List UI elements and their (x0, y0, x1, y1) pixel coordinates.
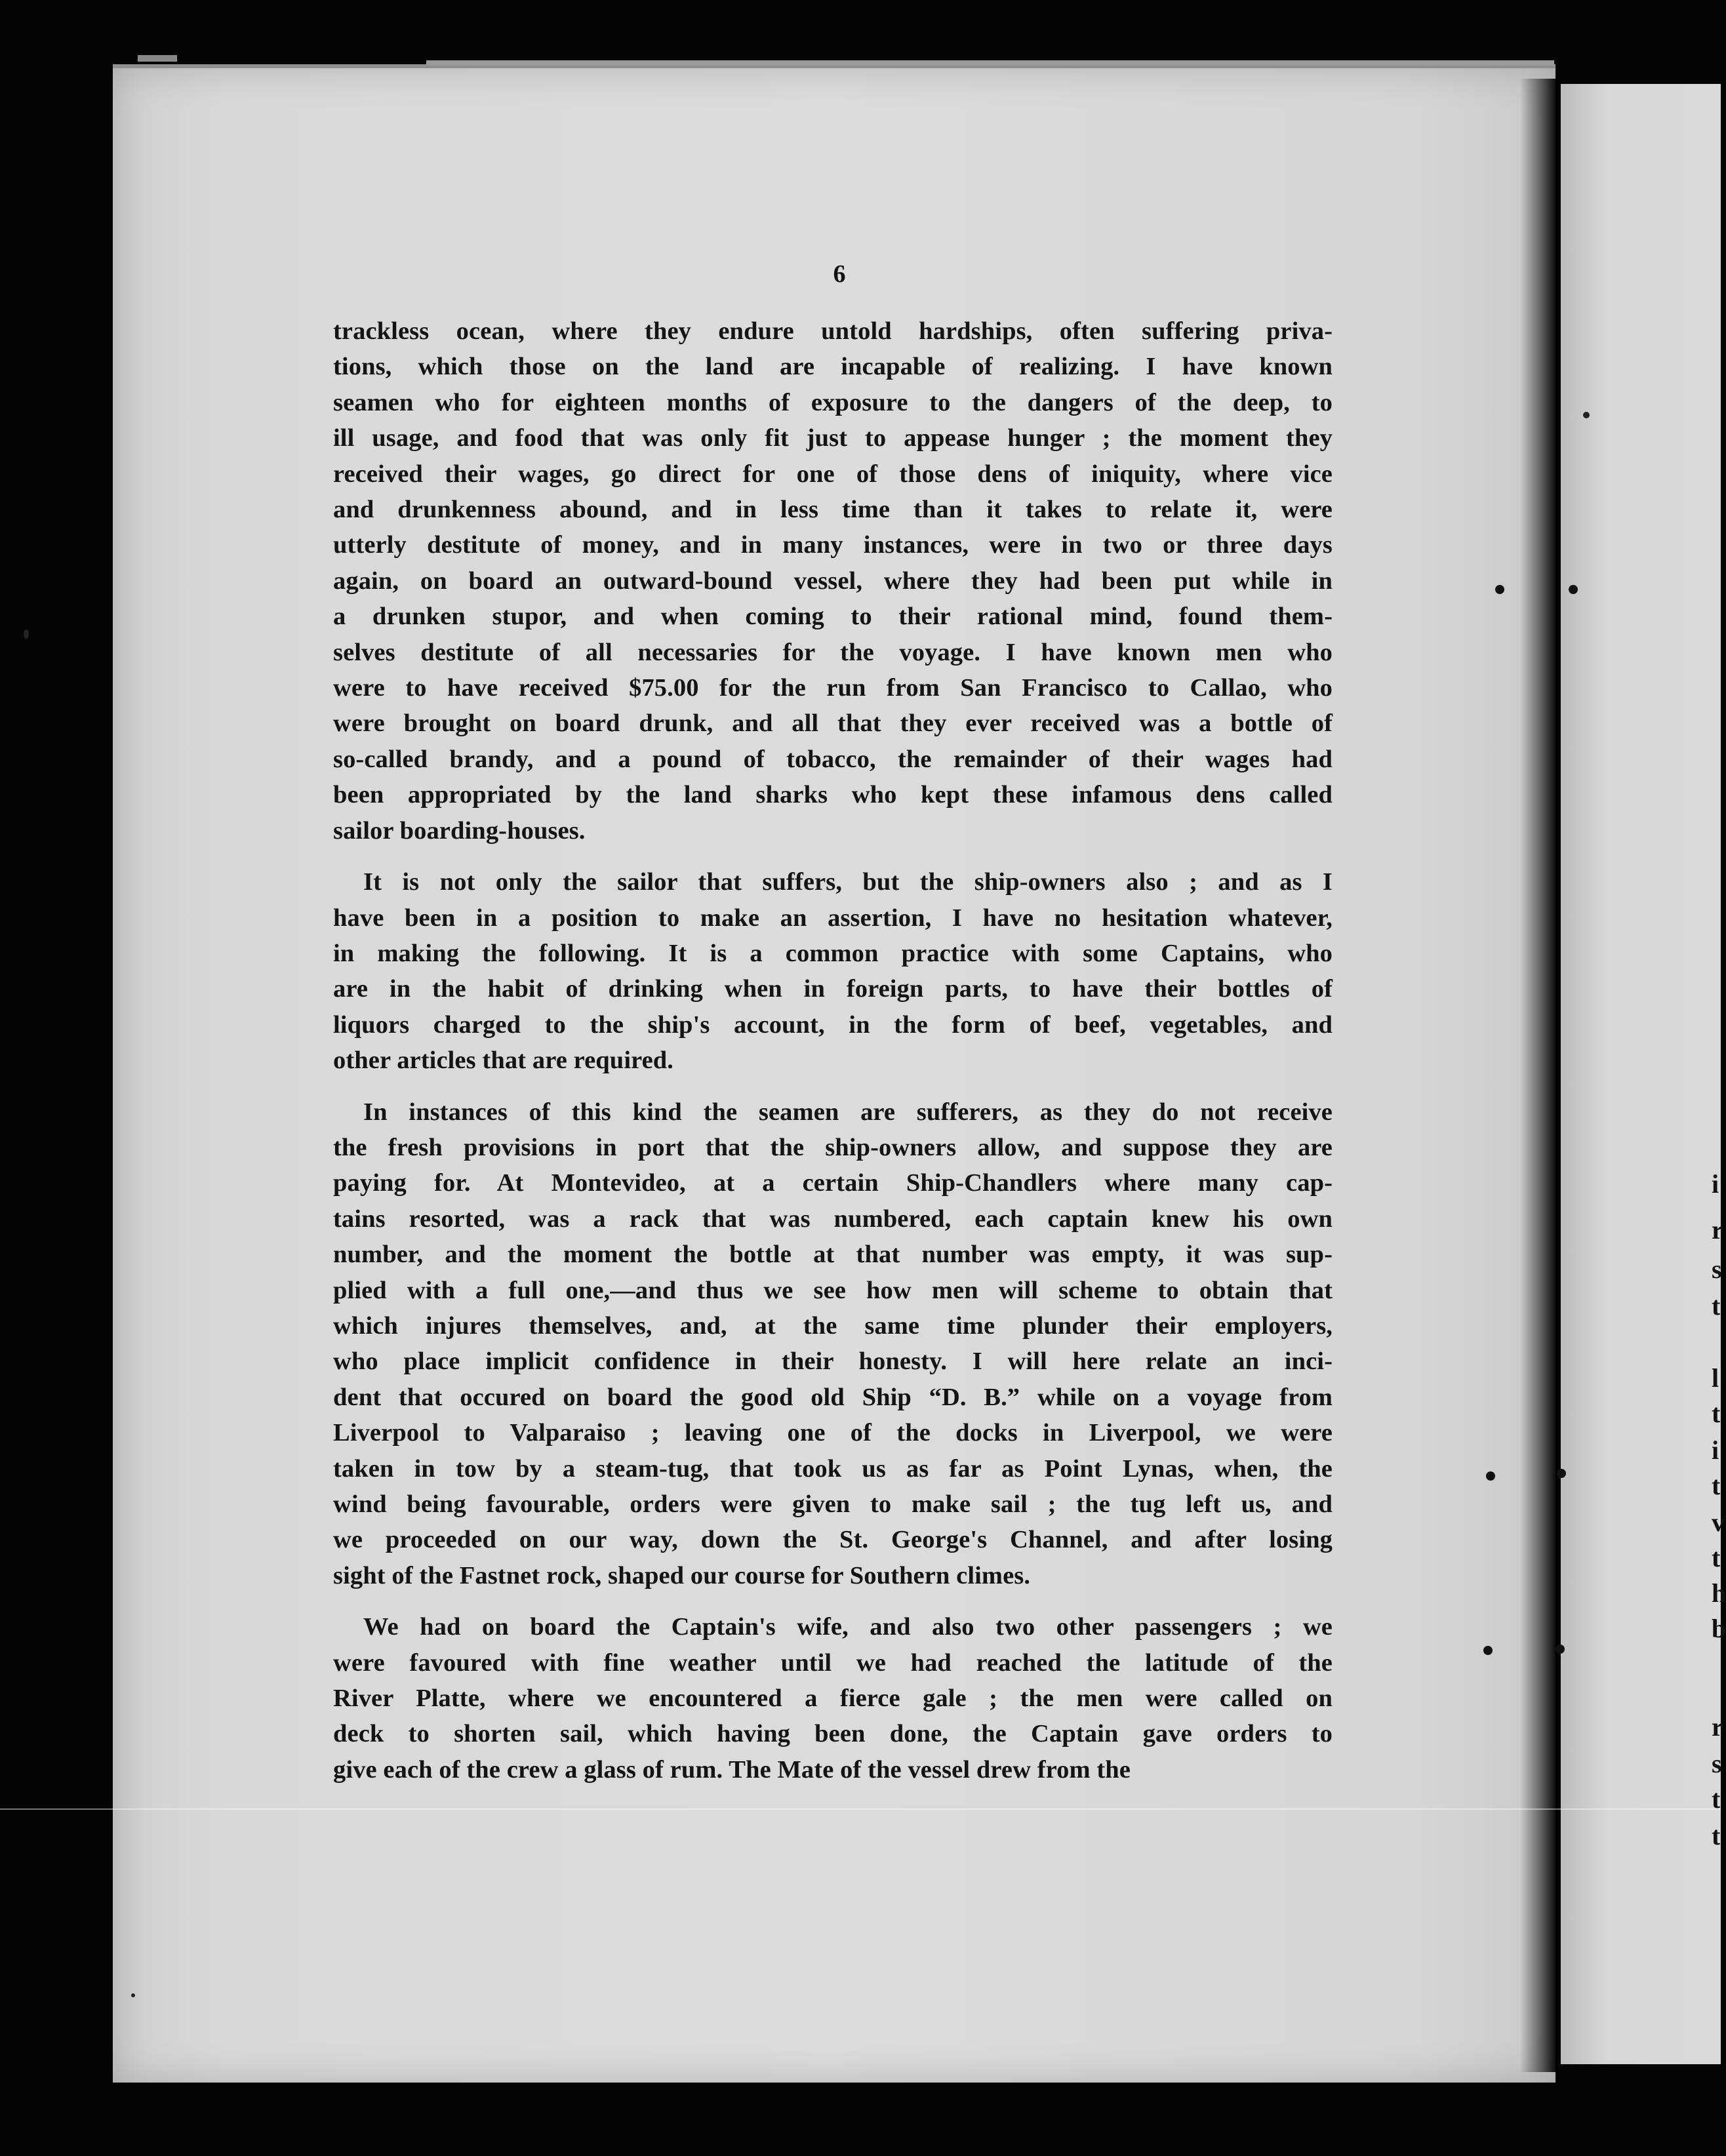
text-line: It is not only the sailor that suffers, but the ship-owners also ; and as I (363, 868, 1333, 896)
binding-hole (1495, 585, 1504, 594)
adjacent-page-fragment: i (1712, 1435, 1719, 1465)
text-line: River Platte, where we encountered a fierce gale ; the men were called on (333, 1685, 1333, 1713)
text-line: were to have received $75.00 for the run from San Francisco to Callao, who (333, 674, 1333, 702)
speck (131, 1993, 135, 1997)
text-line: In instances of this kind the seamen are sufferers, as they do not receive (363, 1098, 1333, 1126)
text-line: liquors charged to the ship's account, in the form of beef, vegetables, and (333, 1010, 1333, 1039)
text-line: paying for. At Montevideo, at a certain Ship-Chandlers where many cap- (333, 1169, 1333, 1197)
adjacent-page-fragment: r (1712, 1215, 1723, 1245)
text-line: are in the habit of drinking when in foreign parts, to have their bottles of (333, 975, 1333, 1003)
binding-hole (1569, 585, 1578, 594)
adjacent-page-fragment: t (1712, 1543, 1721, 1572)
text-line: a drunken stupor, and when coming to their rational mind, found them- (333, 603, 1333, 631)
scan-artifact-line (0, 1808, 1721, 1810)
adjacent-page-fragment: i (1712, 1169, 1719, 1199)
text-line: were brought on board drunk, and all that they ever received was a bottle of (333, 709, 1333, 738)
binding-hole (1486, 1471, 1495, 1481)
text-line: have been in a position to make an assertion, I have no hesitation whatever, (333, 904, 1333, 932)
page-edge-tab (138, 55, 177, 62)
adjacent-page-fragment: t (1712, 1821, 1721, 1850)
text-line: plied with a full one,—and thus we see how men will scheme to obtain that (333, 1276, 1333, 1304)
adjacent-page-fragment: t (1712, 1784, 1721, 1814)
text-line: We had on board the Captain's wife, and also two other passengers ; we (363, 1613, 1333, 1641)
adjacent-page-fragment: t (1712, 1471, 1721, 1500)
adjacent-page-fragment: l (1712, 1363, 1719, 1393)
text-line: tains resorted, was a rack that was numbered, each captain knew his own (333, 1205, 1333, 1233)
binding-hole (1555, 1645, 1565, 1654)
text-line: taken in tow by a steam-tug, that took us as far as Point Lynas, when, the (333, 1454, 1333, 1483)
text-line: in making the following. It is a common practice with some Captains, who (333, 939, 1333, 967)
adjacent-page-fragment: h (1712, 1578, 1726, 1608)
adjacent-page (1561, 84, 1726, 2064)
text-line: received their wages, go direct for one of those dens of iniquity, where vice (333, 460, 1333, 488)
adjacent-page-fragment: b (1712, 1614, 1726, 1643)
adjacent-page-fragment: r (1712, 1712, 1723, 1742)
adjacent-page-fragment: s (1712, 1749, 1722, 1778)
text-line: so-called brandy, and a pound of tobacco, the remainder of their wages had (333, 745, 1333, 773)
adjacent-page-fragment: v (1712, 1507, 1725, 1537)
body-text (333, 313, 1333, 1803)
text-line: tions, which those on the land are incapable of realizing. I have known (333, 353, 1333, 381)
paragraph (333, 864, 1333, 1078)
paragraph (333, 1609, 1333, 1787)
speck (24, 629, 29, 639)
text-line: deck to shorten sail, which having been done, the Captain gave orders to (333, 1720, 1333, 1748)
text-line: dent that occured on board the good old Ship “D. B.” while on a voyage from (333, 1383, 1333, 1411)
text-line: ill usage, and food that was only fit just to appease hunger ; the moment they (333, 424, 1333, 452)
page-number: 6 (833, 260, 846, 288)
book-spine-shadow (1520, 79, 1558, 2072)
text-line: the fresh provisions in port that the ship-owners allow, and suppose they are (333, 1133, 1333, 1161)
paragraph (333, 1094, 1333, 1594)
text-line: utterly destitute of money, and in many instances, were in two or three days (333, 531, 1333, 559)
text-line: number, and the moment the bottle at that number was empty, it was sup- (333, 1241, 1333, 1269)
text-line: selves destitute of all necessaries for the voyage. I have known men who (333, 638, 1333, 666)
text-line: wind being favourable, orders were given to make sail ; the tug left us, and (333, 1490, 1333, 1518)
binding-hole (1557, 1469, 1566, 1478)
text-line: we proceeded on our way, down the St. George's Channel, and after losing (333, 1526, 1333, 1554)
text-line: other articles that are required. (333, 1047, 674, 1075)
adjacent-page-fragment: t (1712, 1399, 1721, 1428)
adjacent-page-fragment: s (1712, 1254, 1722, 1284)
text-line: give each of the crew a glass of rum. The Mate of the vessel drew from the (333, 1755, 1131, 1784)
text-line: trackless ocean, where they endure untold hardships, often suffering priva- (333, 317, 1333, 345)
text-line: sight of the Fastnet rock, shaped our course for Southern climes. (333, 1561, 1031, 1589)
text-line: been appropriated by the land sharks who kept these infamous dens called (333, 781, 1333, 809)
text-line: who place implicit confidence in their honesty. I will here relate an inci- (333, 1348, 1333, 1376)
text-line: again, on board an outward-bound vessel, where they had been put while in (333, 567, 1333, 595)
text-line: were favoured with fine weather until we had reached the latitude of the (333, 1648, 1333, 1677)
text-line: seamen who for eighteen months of exposure to the dangers of the deep, to (333, 388, 1333, 416)
text-line: sailor boarding-houses. (333, 816, 586, 845)
text-line: which injures themselves, and, at the same time plunder their employers, (333, 1311, 1333, 1340)
page-top-edge (426, 60, 1554, 66)
paragraph (333, 313, 1333, 848)
text-line: and drunkenness abound, and in less time than it takes to relate it, were (333, 496, 1333, 524)
binding-hole (1483, 1646, 1493, 1655)
text-line: Liverpool to Valparaiso ; leaving one of the docks in Liverpool, we were (333, 1419, 1333, 1447)
speck (1583, 412, 1590, 418)
adjacent-page-fragment: t (1712, 1291, 1721, 1321)
